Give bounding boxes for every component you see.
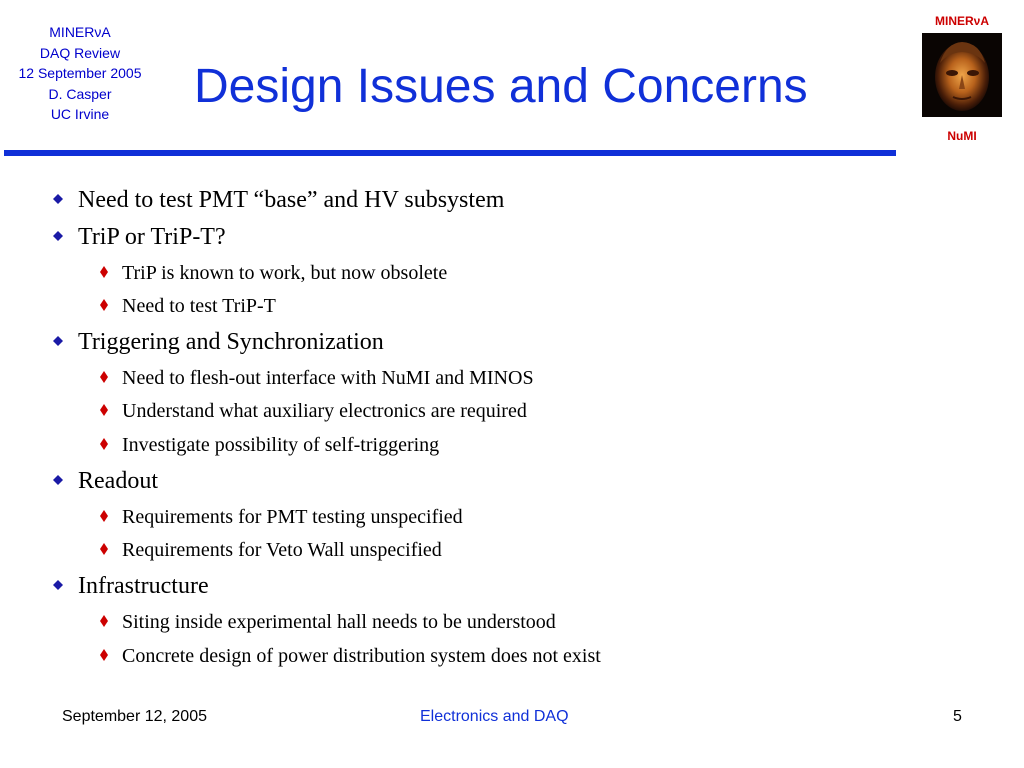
info-line-author: D. Casper: [48, 85, 112, 102]
sub-bullet-text: Requirements for Veto Wall unspecified: [122, 539, 442, 561]
info-line-experiment: MINERνA: [49, 24, 111, 40]
blue-diamond-bullet-icon: [53, 336, 63, 346]
sub-bullet-item: [98, 644, 601, 668]
logo-bottom-text: NuMI: [947, 129, 977, 143]
red-diamond-bullet-icon: [100, 266, 108, 278]
red-diamond-bullet-icon: [100, 543, 108, 555]
sub-bullet-item: [98, 294, 276, 318]
red-diamond-bullet-icon: [100, 371, 108, 383]
sub-bullet-item: [98, 433, 439, 457]
slide-title: Design Issues and Concerns: [194, 60, 808, 113]
red-diamond-bullet-icon: [100, 438, 108, 450]
footer-date: September 12, 2005: [62, 708, 207, 725]
bullet-item: [50, 223, 226, 251]
logo-top-text: MINERνA: [934, 14, 989, 28]
bullet-item: [50, 467, 158, 495]
bullet-text: Infrastructure: [78, 573, 209, 599]
red-diamond-bullet-icon: [100, 649, 108, 661]
sub-bullet-item: [98, 261, 447, 285]
red-diamond-bullet-icon: [100, 615, 108, 627]
bullet-item: [50, 328, 384, 356]
sub-bullet-text: Understand what auxiliary electronics are required: [122, 400, 527, 422]
sub-bullet-item: [98, 366, 534, 390]
info-line-institution: UC Irvine: [50, 106, 110, 122]
bullet-text: Need to test PMT “base” and HV subsystem: [78, 187, 505, 213]
sub-bullet-text: Requirements for PMT testing unspecified: [122, 506, 463, 528]
info-line-date: 12 September 2005: [18, 65, 142, 81]
blue-diamond-bullet-icon: [53, 475, 63, 485]
sub-bullet-text: Siting inside experimental hall needs to be understood: [122, 611, 556, 633]
bullet-text: Triggering and Synchronization: [78, 329, 384, 355]
sub-bullet-text: TriP is known to work, but now obsolete: [122, 262, 448, 284]
sub-bullet-item: [98, 505, 463, 529]
sub-bullet-text: Need to flesh-out interface with NuMI and MINOS: [122, 367, 534, 389]
red-diamond-bullet-icon: [100, 404, 108, 416]
bullet-item: [50, 186, 504, 214]
blue-diamond-bullet-icon: [53, 231, 63, 241]
blue-diamond-bullet-icon: [53, 580, 63, 590]
sub-bullet-item: [98, 399, 527, 423]
blue-diamond-bullet-icon: [53, 194, 63, 204]
page-number: 5: [953, 708, 962, 725]
bullet-item: [50, 572, 209, 600]
sub-bullet-item: [98, 538, 442, 562]
bullet-text: Readout: [78, 468, 158, 494]
info-line-event: DAQ Review: [39, 44, 121, 61]
sub-bullet-text: Concrete design of power distribution system does not exist: [122, 645, 601, 667]
sub-bullet-item: [98, 610, 556, 634]
red-diamond-bullet-icon: [100, 299, 108, 311]
red-diamond-bullet-icon: [100, 510, 108, 522]
footer-title: Electronics and DAQ: [420, 708, 569, 725]
bullet-text: TriP or TriP-T?: [78, 224, 226, 250]
sub-bullet-text: Need to test TriP-T: [122, 295, 276, 317]
sub-bullet-text: Investigate possibility of self-triggering: [122, 434, 440, 456]
